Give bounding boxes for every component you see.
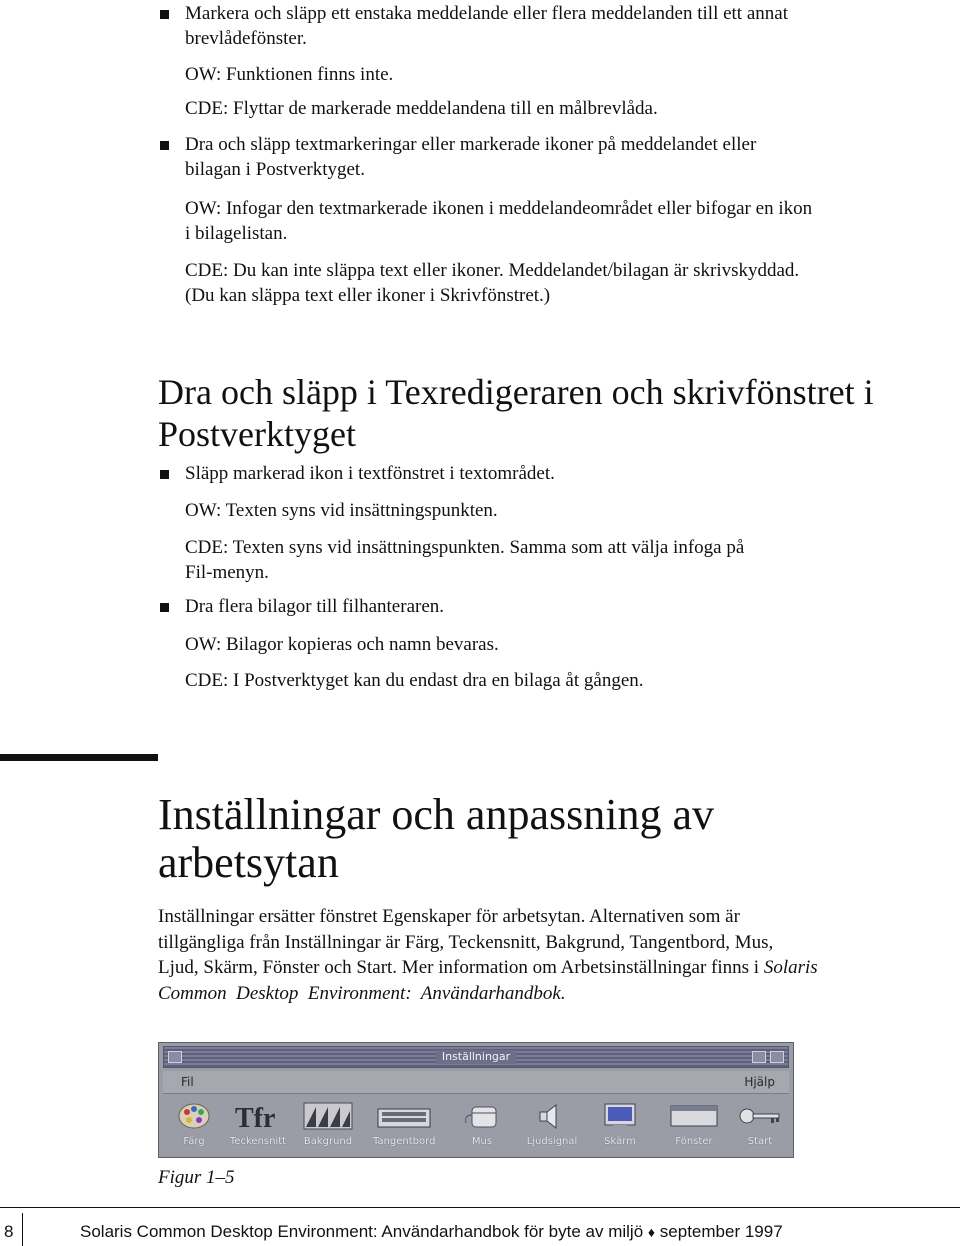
speaker-icon bbox=[534, 1101, 570, 1131]
backdrop-icon bbox=[302, 1101, 354, 1131]
bullet-text-cont: bilagan i Postverktyget. bbox=[185, 159, 365, 180]
ow-note: OW: Funktionen finns inte. bbox=[185, 64, 394, 85]
monitor-icon bbox=[600, 1101, 640, 1131]
window-icon bbox=[668, 1101, 720, 1131]
intro-paragraph-line: tillgängliga från Inställningar är Färg, Teckensnitt, Bakgrund, Tangentbord, Mus, bbox=[158, 932, 774, 953]
ow-note: OW: Infogar den textmarkerade ikonen i meddelandeområdet eller bifogar en ikon bbox=[185, 198, 813, 219]
cde-note-cont: (Du kan släppa text eller ikoner i Skrivfönstret.) bbox=[185, 285, 551, 306]
tool-label: Färg bbox=[183, 1136, 205, 1147]
key-icon bbox=[735, 1101, 785, 1131]
bullet-text: Markera och släpp ett enstaka meddelande eller flera meddelanden till ett annat bbox=[185, 3, 788, 24]
menu-file[interactable]: Fil bbox=[181, 1075, 194, 1089]
tool-backdrop[interactable] bbox=[297, 1095, 359, 1153]
book-reference-cont: Common Desktop Environment: Användarhandbok. bbox=[158, 983, 566, 1004]
tool-label: Ljudsignal bbox=[526, 1136, 578, 1147]
menu-help[interactable]: Hjälp bbox=[744, 1075, 775, 1089]
menu-bar bbox=[163, 1071, 789, 1094]
tool-label: Teckensnitt bbox=[229, 1136, 287, 1147]
minimize-button[interactable] bbox=[752, 1051, 766, 1063]
page-number: 8 bbox=[4, 1222, 14, 1241]
publication-date: september 1997 bbox=[659, 1222, 783, 1241]
tool-beep[interactable] bbox=[521, 1095, 583, 1153]
font-icon bbox=[232, 1101, 284, 1133]
cde-note: CDE: I Postverktyget kan du endast dra en bilaga åt gången. bbox=[185, 670, 644, 691]
section-heading-cont: Postverktyget bbox=[158, 414, 356, 454]
bullet-text-cont: brevlådefönster. bbox=[185, 28, 307, 49]
tool-row bbox=[163, 1095, 789, 1153]
book-title: Solaris Common Desktop Environment: Användarhandbok för byte av miljö bbox=[80, 1222, 644, 1241]
chapter-heading: Inställningar och anpassning av bbox=[158, 790, 714, 839]
window-menu-button[interactable] bbox=[168, 1051, 182, 1063]
ow-note: OW: Texten syns vid insättningspunkten. bbox=[185, 500, 498, 521]
footer-divider bbox=[22, 1213, 23, 1246]
bullet-text: Dra flera bilagor till filhanteraren. bbox=[185, 596, 445, 617]
font-icon-glyphs: Tfr bbox=[235, 1103, 276, 1133]
window-title: Inställningar bbox=[436, 1050, 516, 1064]
intro-text: Ljud, Skärm, Fönster och Start. Mer information om Arbetsinställningar finns i bbox=[158, 957, 760, 978]
keyboard-icon bbox=[376, 1101, 432, 1131]
chapter-heading-cont: arbetsytan bbox=[158, 838, 339, 887]
tool-screen[interactable] bbox=[589, 1095, 651, 1153]
chapter-rule bbox=[0, 754, 158, 761]
bullet-marker bbox=[160, 141, 169, 150]
footer-title bbox=[80, 1221, 783, 1243]
cde-note: CDE: Flyttar de markerade meddelandena till en målbrevlåda. bbox=[185, 98, 658, 119]
tool-font[interactable] bbox=[227, 1095, 289, 1153]
bullet-marker bbox=[160, 10, 169, 19]
intro-paragraph-line bbox=[158, 955, 818, 980]
settings-window bbox=[158, 1042, 794, 1158]
book-reference: Solaris bbox=[763, 957, 818, 978]
ow-note: OW: Bilagor kopieras och namn bevaras. bbox=[185, 634, 499, 655]
bullet-marker bbox=[160, 603, 169, 612]
diamond-separator: ♦ bbox=[647, 1224, 656, 1240]
footer-rule bbox=[0, 1207, 960, 1208]
cde-note-cont: Fil-menyn. bbox=[185, 562, 269, 583]
tool-label: Start bbox=[747, 1136, 773, 1147]
maximize-button[interactable] bbox=[770, 1051, 784, 1063]
tool-startup[interactable] bbox=[729, 1095, 791, 1153]
section-heading: Dra och släpp i Texredigeraren och skrivfönstret i bbox=[158, 372, 874, 412]
tool-mouse[interactable] bbox=[451, 1095, 513, 1153]
tool-color[interactable] bbox=[163, 1095, 225, 1153]
cde-note: CDE: Du kan inte släppa text eller ikoner. Meddelandet/bilagan är skrivskyddad. bbox=[185, 260, 800, 281]
tool-label: Skärm bbox=[604, 1136, 636, 1147]
tool-label: Fönster bbox=[675, 1136, 713, 1147]
mouse-icon bbox=[462, 1101, 502, 1131]
tool-label: Bakgrund bbox=[303, 1136, 353, 1147]
color-palette-icon bbox=[177, 1101, 211, 1131]
tool-label: Tangentbord bbox=[373, 1136, 435, 1147]
tool-window[interactable] bbox=[663, 1095, 725, 1153]
bullet-text: Dra och släpp textmarkeringar eller markerade ikoner på meddelandet eller bbox=[185, 134, 757, 155]
tool-label: Mus bbox=[471, 1136, 493, 1147]
bullet-text: Släpp markerad ikon i textfönstret i textområdet. bbox=[185, 463, 555, 484]
ow-note-cont: i bilagelistan. bbox=[185, 223, 288, 244]
figure-caption: Figur 1–5 bbox=[158, 1167, 235, 1188]
tool-keyboard[interactable] bbox=[373, 1095, 435, 1153]
cde-note: CDE: Texten syns vid insättningspunkten. Samma som att välja infoga på bbox=[185, 537, 745, 558]
intro-paragraph-line: Inställningar ersätter fönstret Egenskaper för arbetsytan. Alternativen som är bbox=[158, 906, 740, 927]
window-titlebar[interactable] bbox=[163, 1046, 789, 1068]
bullet-marker bbox=[160, 470, 169, 479]
